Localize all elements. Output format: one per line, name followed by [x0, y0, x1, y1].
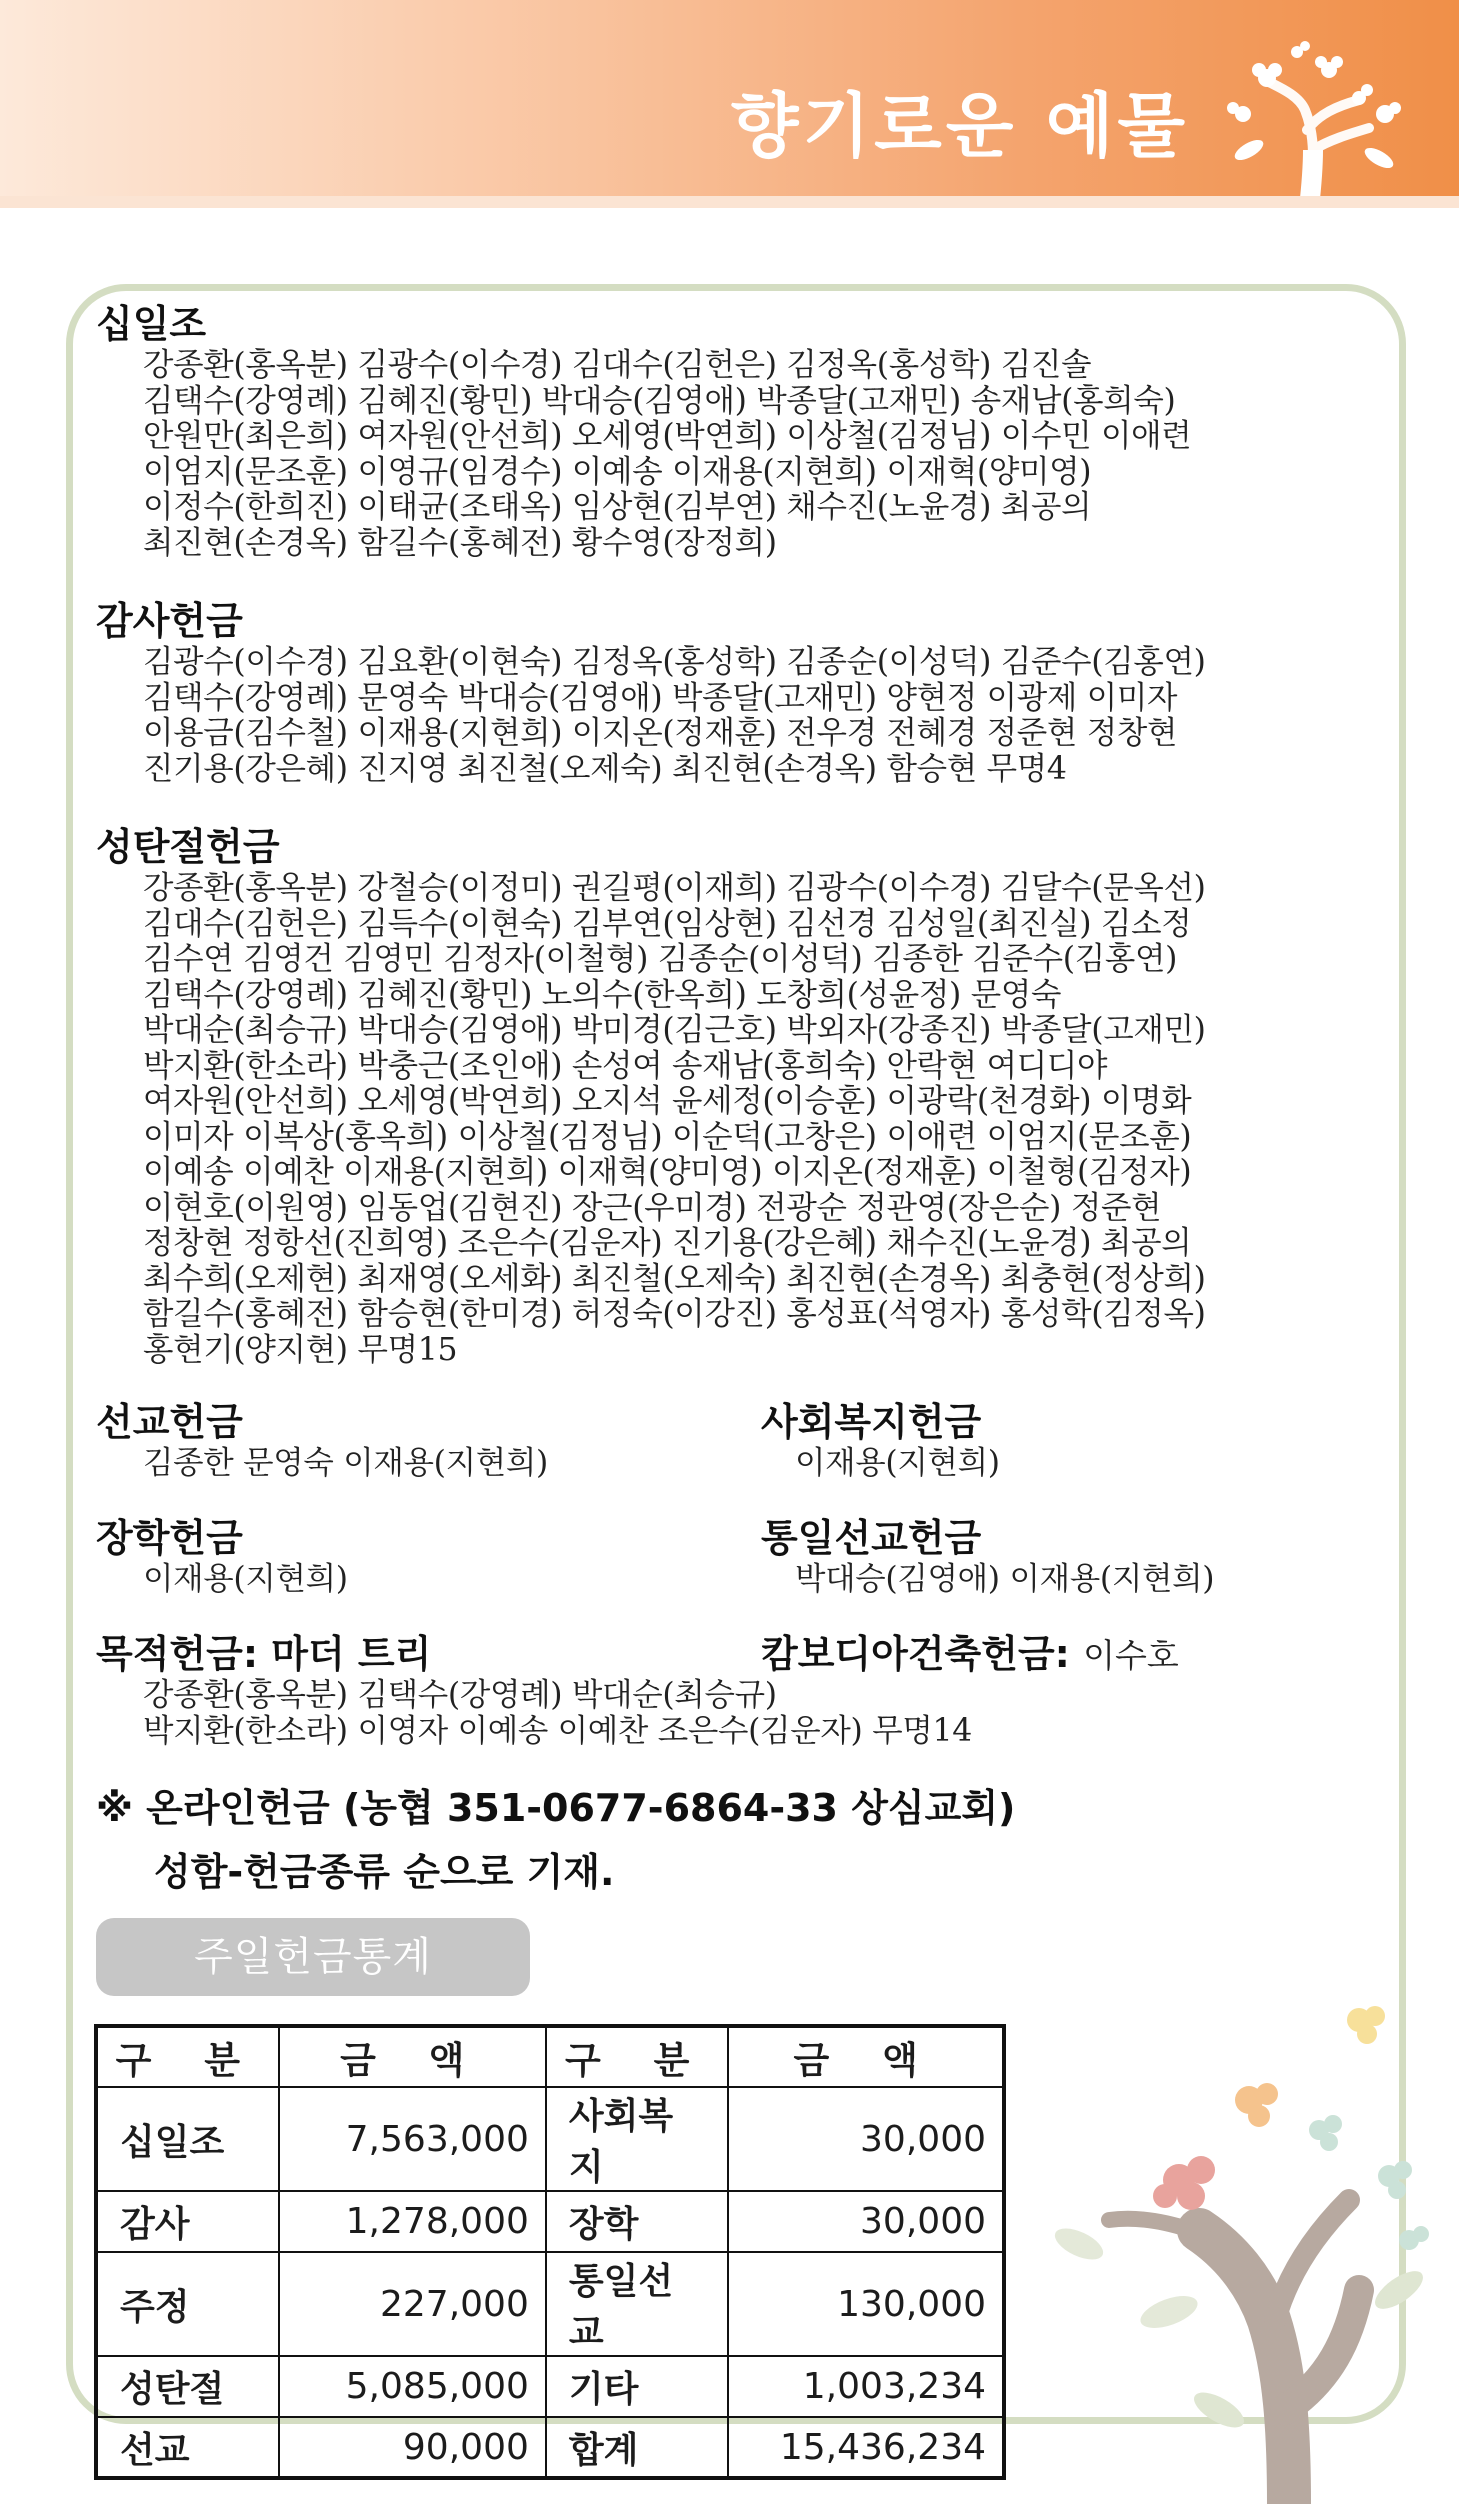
amount-cell: 7,563,000	[279, 2087, 546, 2191]
section-tithe	[96, 300, 1386, 561]
table-row	[96, 2191, 1004, 2252]
name-line: 홍현기(양지현) 무명15	[143, 1331, 458, 1368]
category-cell: 사회복지	[546, 2087, 729, 2191]
name-line: 함길수(홍혜전) 함승현(한미경) 허정숙(이강진) 홍성표(석영자) 홍성학(김정옥)	[143, 1296, 1206, 1332]
notice-line-2: 성함-헌금종류 순으로 기재.	[154, 1850, 615, 1894]
name-line: 김대수(김헌은) 김득수(이현숙) 김부연(임상현) 김선경 김성일(최진실) 김소정	[143, 905, 1192, 942]
name-line: 최수희(오제현) 최재영(오세화) 최진철(오제숙) 최진현(손경옥) 최충현(정상희)	[143, 1260, 1206, 1297]
column-header: 금 액	[728, 2026, 1004, 2087]
row-purpose-cambodia	[96, 1630, 1386, 1749]
name-line: 이재용(지현희)	[795, 1445, 1000, 1481]
name-line: 김택수(강영례) 문영숙 박대승(김영애) 박종달(고재민) 양현정 이광제 이미자	[143, 679, 1178, 716]
online-offering-notice	[96, 1776, 1015, 1904]
section-title-thanks: 감사헌금	[96, 599, 243, 643]
section-title-scholarship: 장학헌금	[96, 1516, 243, 1560]
cambodia-label: 캄보디아건축헌금:	[761, 1632, 1070, 1676]
section-title-cambodia	[761, 1630, 1179, 1680]
category-cell: 선교	[96, 2417, 279, 2478]
tree-illustration-icon	[989, 1990, 1459, 2504]
section-title-purpose: 목적헌금: 마더 트리	[96, 1632, 432, 1676]
stats-title-badge: 주일헌금통계	[96, 1918, 530, 1996]
column-header: 구 분	[96, 2026, 279, 2087]
amount-cell: 1,003,234	[728, 2356, 1004, 2417]
name-line: 김광수(이수경) 김요환(이현숙) 김정옥(홍성학) 김종순(이성덕) 김준수(김홍연)	[143, 644, 1206, 680]
section-unification	[761, 1514, 1214, 1598]
name-line: 안원만(최은희) 여자원(안선희) 오세영(박연희) 이상철(김정님) 이수민 이애련	[143, 418, 1192, 454]
section-welfare	[761, 1398, 1000, 1482]
name-line: 진기용(강은혜) 진지영 최진철(오제숙) 최진현(손경옥) 함승현 무명4	[143, 750, 1067, 787]
name-line: 정창현 정항선(진희영) 조은수(김운자) 진기용(강은혜) 채수진(노윤경) 최공의	[143, 1225, 1192, 1261]
name-line: 강종환(홍옥분) 김광수(이수경) 김대수(김헌은) 김정옥(홍성학) 김진솔	[143, 347, 1092, 383]
name-line: 이용금(김수철) 이재용(지현희) 이지온(정재훈) 전우경 전혜경 정준현 정창현	[143, 715, 1178, 751]
section-title-mission: 선교헌금	[96, 1400, 243, 1444]
column-header: 금 액	[279, 2026, 546, 2087]
category-cell: 감사	[96, 2191, 279, 2252]
name-line: 박지환(한소라) 이영자 이예송 이예찬 조은수(김운자) 무명14	[143, 1712, 972, 1749]
table-row	[96, 2252, 1004, 2356]
column-header: 구 분	[546, 2026, 729, 2087]
name-line: 박대순(최승규) 박대승(김영애) 박미경(김근호) 박외자(강종진) 박종달(고재민)	[143, 1012, 1206, 1048]
page-title: 향기로운 예물	[730, 85, 1189, 167]
name-line: 이미자 이복상(홍옥희) 이상철(김정님) 이순덕(고창은) 이애련 이엄지(문조훈)	[143, 1118, 1192, 1155]
amount-cell: 15,436,234	[728, 2417, 1004, 2478]
amount-cell: 227,000	[279, 2252, 546, 2356]
name-line: 이재용(지현희)	[143, 1561, 348, 1597]
amount-cell: 5,085,000	[279, 2356, 546, 2417]
row-scholarship-unification	[96, 1514, 1386, 1598]
name-line: 이정수(한희진) 이태균(조태옥) 임상현(김부연) 채수진(노윤경) 최공의	[143, 489, 1092, 525]
table-row	[96, 2356, 1004, 2417]
name-line: 김수연 김영건 김영민 김정자(이철형) 김종순(이성덕) 김종한 김준수(김홍연)	[143, 941, 1178, 977]
name-line: 강종환(홍옥분) 김택수(강영례) 박대순(최승규)	[143, 1677, 777, 1713]
section-title-unification: 통일선교헌금	[761, 1516, 982, 1560]
name-line: 박지환(한소라) 박충근(조인애) 손성여 송재남(홍희숙) 안락현 여디디야	[143, 1047, 1108, 1084]
name-line: 김택수(강영례) 김혜진(황민) 박대승(김영애) 박종달(고재민) 송재남(홍희숙)	[143, 382, 1176, 419]
name-line: 여자원(안선희) 오세영(박연희) 오지석 윤세정(이승훈) 이광락(천경화) 이명화	[143, 1083, 1192, 1119]
name-line: 김택수(강영례) 김혜진(황민) 노의수(한옥희) 도창희(성윤정) 문영숙	[143, 976, 1062, 1013]
category-cell: 성탄절	[96, 2356, 279, 2417]
category-cell: 합계	[546, 2417, 729, 2478]
category-cell: 통일선교	[546, 2252, 729, 2356]
section-thanks	[96, 597, 1386, 787]
stats-table	[94, 2024, 1006, 2480]
section-christmas	[96, 823, 1386, 1368]
header-divider	[0, 196, 1459, 208]
section-title-christmas: 성탄절헌금	[96, 825, 280, 869]
amount-cell: 30,000	[728, 2087, 1004, 2191]
offering-lists	[96, 300, 1386, 1368]
section-title-welfare: 사회복지헌금	[761, 1400, 982, 1444]
name-line: 이엄지(문조훈) 이영규(임경수) 이예송 이재용(지현희) 이재혁(양미영)	[143, 453, 1092, 490]
amount-cell: 30,000	[728, 2191, 1004, 2252]
category-cell: 장학	[546, 2191, 729, 2252]
table-row	[96, 2087, 1004, 2191]
category-cell: 기타	[546, 2356, 729, 2417]
cambodia-name: 이수호	[1083, 1636, 1179, 1675]
name-line: 최진현(손경옥) 함길수(홍혜전) 황수영(장정희)	[143, 524, 777, 561]
category-cell: 주정	[96, 2252, 279, 2356]
name-line: 박대승(김영애) 이재용(지현희)	[795, 1561, 1215, 1597]
notice-line-1: ※ 온라인헌금 (농협 351-0677-6864-33 상심교회)	[96, 1786, 1016, 1830]
section-title-tithe: 십일조	[96, 302, 207, 346]
section-mission	[96, 1398, 1386, 1482]
category-cell: 십일조	[96, 2087, 279, 2191]
name-line: 강종환(홍옥분) 강철승(이정미) 권길평(이재희) 김광수(이수경) 김달수(문옥선)	[143, 870, 1206, 906]
section-purpose	[96, 1630, 1386, 1749]
table-row	[96, 2417, 1004, 2478]
table-header-row	[96, 2026, 1004, 2087]
tithe-names	[96, 348, 1386, 561]
amount-cell: 90,000	[279, 2417, 546, 2478]
amount-cell: 130,000	[728, 2252, 1004, 2356]
section-cambodia	[761, 1630, 1179, 1680]
tree-icon	[1209, 30, 1419, 208]
name-line: 이예송 이예찬 이재용(지현희) 이재혁(양미영) 이지온(정재훈) 이철형(김정자)	[143, 1154, 1192, 1190]
header-banner	[0, 0, 1459, 208]
name-line: 김종한 문영숙 이재용(지현희)	[143, 1445, 548, 1481]
amount-cell: 1,278,000	[279, 2191, 546, 2252]
row-mission-welfare	[96, 1398, 1386, 1482]
name-line: 이현호(이원영) 임동업(김현진) 장근(우미경) 전광순 정관영(장은순) 정준현	[143, 1189, 1162, 1226]
